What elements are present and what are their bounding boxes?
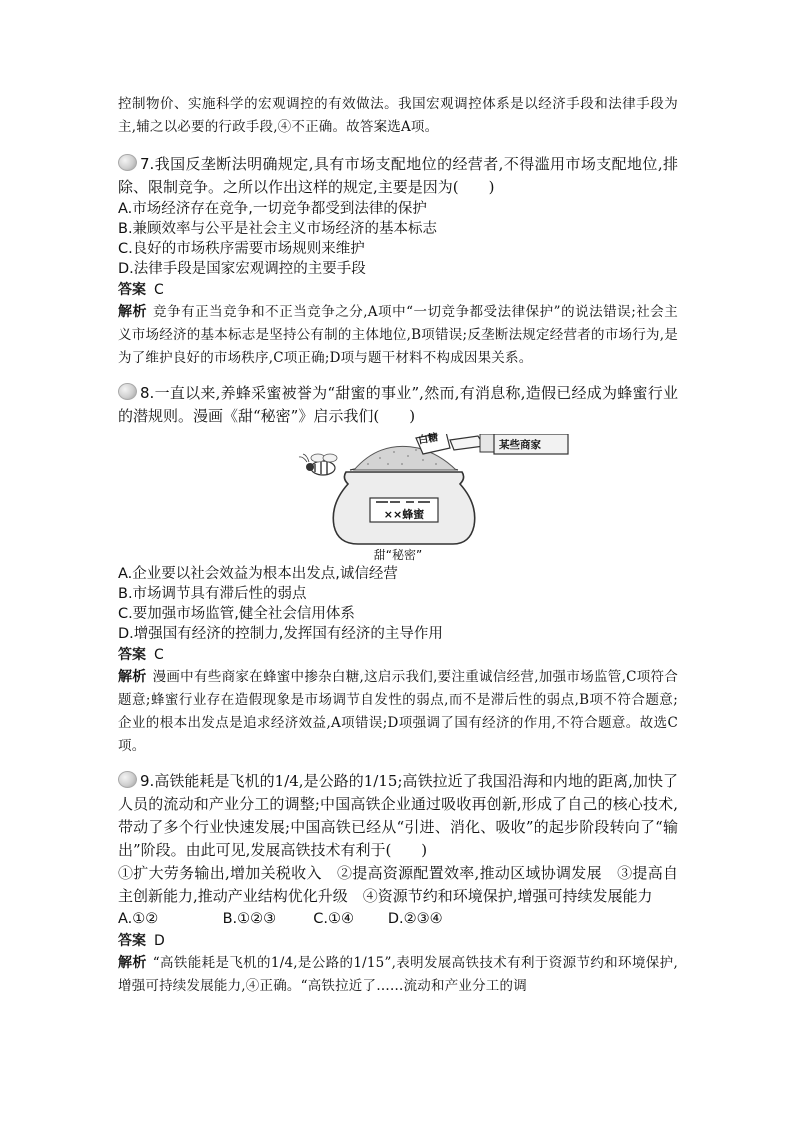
explanation-label: 解析 xyxy=(118,304,148,320)
question-stem: 7.我国反垄断法明确规定,具有市场支配地位的经营者,不得滥用市场支配地位,排除、限制竞争。之所以作出这样的规定,主要是因为( ) xyxy=(118,155,678,196)
option-a: A.市场经济存在竞争,一切竞争都受到法律的保护 xyxy=(118,201,427,217)
option-b: B.兼顾效率与公平是社会主义市场经济的基本标志 xyxy=(118,221,438,237)
question-9 xyxy=(118,770,678,998)
explanation: 解析 “高铁能耗是飞机的1/4,是公路的1/15”,表明发展高铁技术有利于资源节约和环境保护,增强可持续发展能力,④正确。“高铁拉近了……流动和产业分工的调 xyxy=(118,955,678,994)
choice-d: D.②③④ xyxy=(387,911,443,927)
answer-choices xyxy=(118,908,678,930)
prev-explanation: 控制物价、实施科学的宏观调控的有效做法。我国宏观调控体系是以经济手段和法律手段为主,辅之以必要的行政手段,④不正确。故答案选A项。 xyxy=(118,96,678,135)
numbered-items: ①扩大劳务输出,增加关税收入 ②提高资源配置效率,推动区域协调发展 ③提高自主创新能力,推动产业结构优化升级 ④资源节约和环境保护,增强可持续发展能力 xyxy=(118,864,678,905)
question-stem: 8.一直以来,养蜂采蜜被誉为“甜蜜的事业”,然而,有消息称,造假已经成为蜂蜜行业的潜规则。漫画《甜“秘密”》启示我们( ) xyxy=(118,384,678,425)
cartoon-figure xyxy=(118,434,678,564)
bullet-circle-icon xyxy=(118,154,137,171)
option-b: B.市场调节具有滞后性的弱点 xyxy=(118,586,307,602)
question-8 xyxy=(118,382,678,758)
answer-label: 答案 xyxy=(118,282,146,298)
option-c: C.要加强市场监管,健全社会信用体系 xyxy=(118,606,355,622)
answer-value: C xyxy=(154,647,164,663)
bullet-circle-icon xyxy=(118,771,137,788)
explanation: 解析 漫画中有些商家在蜂蜜中掺杂白糖,这启示我们,要注重诚信经营,加强市场监管,C项符合题意;蜂蜜行业存在造假现象是市场调节自发性的弱点,而不是滞后性的弱点,B项不符合题意;企业的根本出发点是追求经济效益,A项错误;D项强调了国有经济的作用,不符合题意。故选C项。 xyxy=(118,669,678,754)
explanation-label: 解析 xyxy=(118,669,147,685)
answer-row xyxy=(118,644,678,666)
choice-a: A.①② xyxy=(118,911,159,927)
choice-c: C.①④ xyxy=(313,911,354,927)
answer-value: D xyxy=(154,933,165,949)
document-page xyxy=(118,93,678,998)
bee-icon xyxy=(299,454,337,475)
question-number: 8. xyxy=(140,384,155,402)
answer-label: 答案 xyxy=(118,647,146,663)
answer-row xyxy=(118,930,678,952)
explanation: 解析 竞争有正当竞争和不正当竞争之分,A项中“一切竞争都受法律保护”的说法错误;社会主义市场经济的基本标志是坚持公有制的主体地位,B项错误;反垄断法规定经营者的市场行为,是为了维护良好的市场秩序,C项正确;D项与题干材料不构成因果关系。 xyxy=(118,304,678,366)
option-c: C.良好的市场秩序需要市场规则来维护 xyxy=(118,241,365,257)
label-merchant: 某些商家 xyxy=(499,439,541,451)
option-d: D.增强国有经济的控制力,发挥国有经济的主导作用 xyxy=(118,626,443,642)
label-sugar: 白糖 xyxy=(417,432,440,447)
option-d: D.法律手段是国家宏观调控的主要手段 xyxy=(118,261,366,277)
choice-b: B.①②③ xyxy=(222,911,277,927)
answer-value: C xyxy=(154,282,164,298)
label-jar: ××蜂蜜 xyxy=(383,508,425,521)
answer-row xyxy=(118,279,678,301)
explanation-label: 解析 xyxy=(118,955,147,971)
question-7 xyxy=(118,153,678,370)
question-stem: 9.高铁能耗是飞机的1/4,是公路的1/15;高铁拉近了我国沿海和内地的距离,加快了人员的流动和产业分工的调整;中国高铁企业通过吸收再创新,形成了自己的核心技术,带动了多个行业快速发展;中国高铁已经从“引进、消化、吸收”的起步阶段转向了“输出”阶段。由此可见,发展高铁技术有利于( ) xyxy=(118,772,678,859)
figure-caption: 甜“秘密” xyxy=(373,548,423,562)
cartoon-illustration xyxy=(118,434,678,546)
bullet-circle-icon xyxy=(118,383,137,400)
option-a: A.企业要以社会效益为根本出发点,诚信经营 xyxy=(118,566,398,582)
question-number: 7. xyxy=(140,155,155,173)
answer-label: 答案 xyxy=(118,933,146,949)
question-number: 9. xyxy=(140,772,155,790)
